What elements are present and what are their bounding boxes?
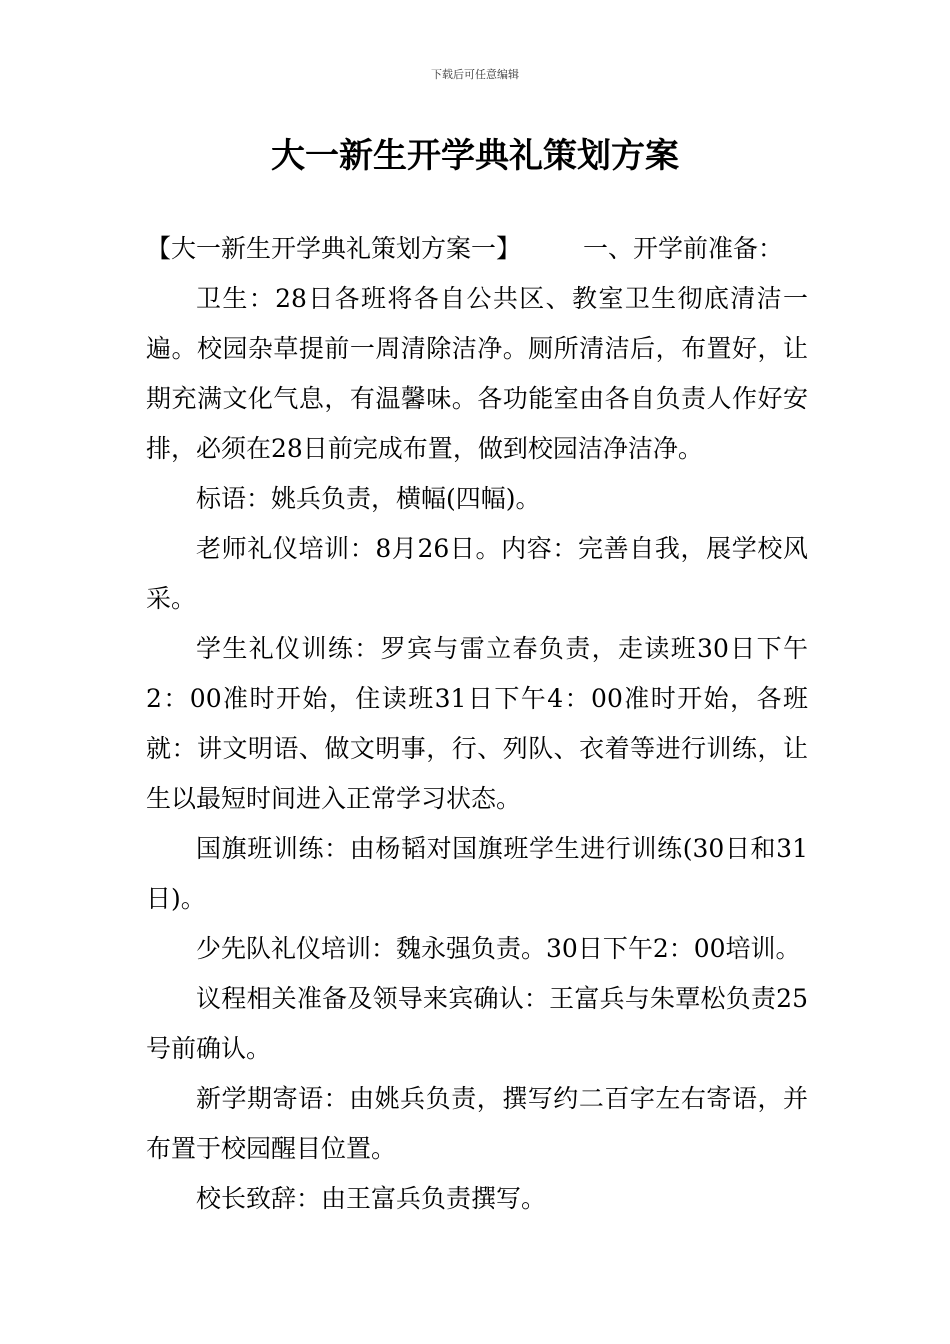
document-body [146,224,808,1224]
paragraph-slogans: 标语：姚兵负责，横幅(四幅)。 [196,484,541,513]
document-title: 大一新生开学典礼策划方案 [271,136,679,176]
paragraph-agenda: 议程相关准备及领导来宾确认：王富兵与朱覃松负责25号前确认。 [146,984,808,1063]
section-intro-line [146,224,808,274]
paragraph-teacher-etiquette: 老师礼仪培训：8月26日。内容：完善自我，展学校风采。 [146,534,808,613]
section-label: 【大一新生开学典礼策划方案一】 [146,234,522,263]
section-heading: 一、开学前准备： [583,234,784,263]
paragraph-young-pioneers: 少先队礼仪培训：魏永强负责。30日下午2：00培训。 [196,934,801,963]
paragraph-principal-speech: 校长致辞：由王富兵负责撰写。 [196,1184,547,1213]
paragraph-student-etiquette: 学生礼仪训练：罗宾与雷立春负责，走读班30日下午2：00准时开始，住读班31日下午4：00准时开始，各班就：讲文明语、做文明事，行、列队、衣着等进行训练，让生以最短时间进入正常学习状态。 [146,634,808,813]
paragraph-flag-team: 国旗班训练：由杨韬对国旗班学生进行训练(30日和31日)。 [146,834,808,913]
paragraph-new-term-message: 新学期寄语：由姚兵负责，撰写约二百字左右寄语，并布置于校园醒目位置。 [146,1084,808,1163]
header-note: 下载后可任意编辑 [431,68,519,81]
paragraph-hygiene: 卫生：28日各班将各自公共区、教室卫生彻底清洁一遍。校园杂草提前一周清除洁净。厕所清洁后，布置好，让期充满文化气息，有温馨味。各功能室由各自负责人作好安排，必须在28日前完成布置，做到校园洁净洁净。 [146,284,808,463]
